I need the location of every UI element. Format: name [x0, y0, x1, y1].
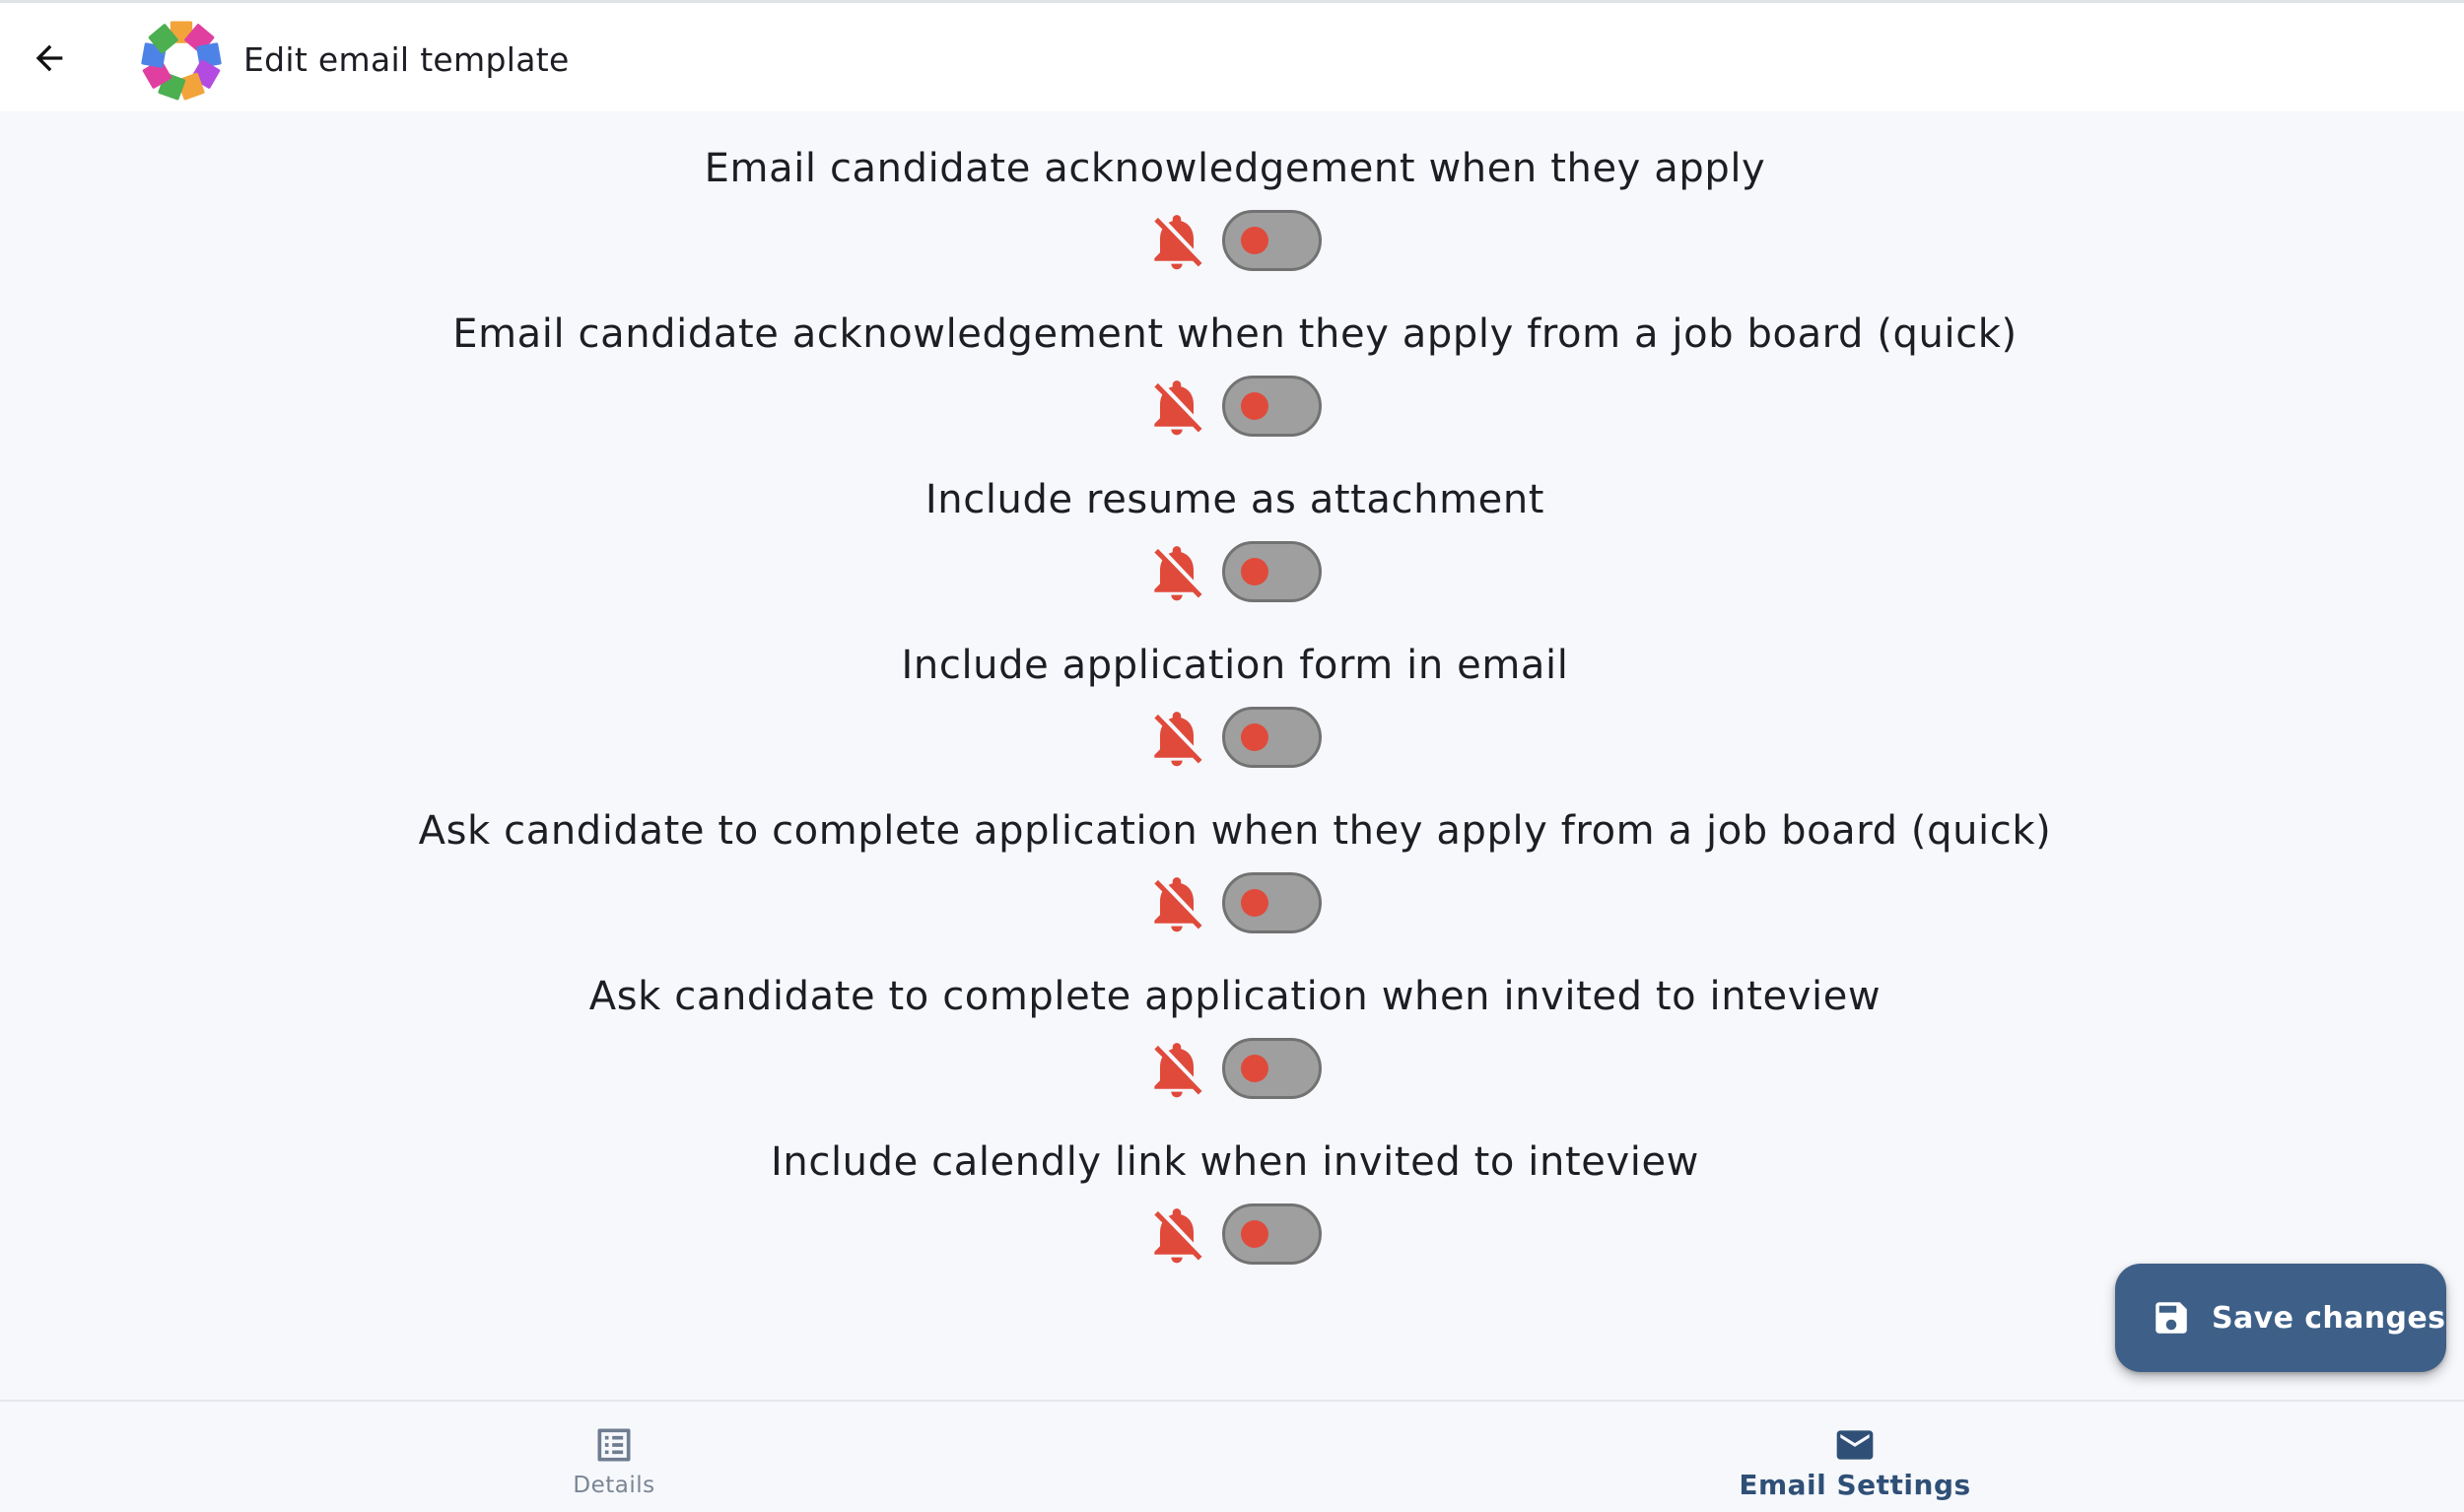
toggle-knob [1241, 723, 1268, 751]
toggle-knob [1241, 1055, 1268, 1082]
setting-controls [1143, 1036, 1331, 1105]
notification-toggle[interactable] [1222, 541, 1322, 602]
setting-controls [1143, 539, 1331, 608]
bell-off-icon [1143, 208, 1210, 275]
bell-off-icon [1143, 539, 1210, 606]
nav-item-details[interactable] [417, 1402, 811, 1512]
notification-toggle[interactable] [1222, 1203, 1322, 1265]
toggle-knob [1241, 227, 1268, 254]
setting-label: Email candidate acknowledgement when they apply from a job board (quick) [452, 311, 2018, 357]
bell-off-icon [1143, 870, 1210, 937]
setting-row [0, 111, 2464, 277]
back-button[interactable] [22, 31, 77, 86]
setting-row [0, 939, 2464, 1105]
list-icon [592, 1423, 636, 1467]
setting-row [0, 1105, 2464, 1271]
bell-off-icon [1143, 374, 1210, 441]
arrow-left-icon [30, 38, 69, 78]
save-changes-button[interactable] [2115, 1264, 2446, 1372]
notification-toggle[interactable] [1222, 707, 1322, 768]
setting-label: Ask candidate to complete application when invited to inteview [588, 974, 1882, 1019]
toggle-knob [1241, 1220, 1268, 1248]
nav-label-email-settings: Email Settings [1739, 1469, 1971, 1501]
setting-controls [1143, 208, 1331, 277]
toggle-knob [1241, 558, 1268, 585]
setting-row [0, 774, 2464, 939]
setting-controls [1143, 705, 1331, 774]
save-icon [2151, 1297, 2192, 1339]
toggle-knob [1241, 392, 1268, 420]
setting-row [0, 608, 2464, 774]
setting-controls [1143, 870, 1331, 939]
nav-item-email-settings[interactable] [1658, 1402, 2052, 1512]
setting-row [0, 443, 2464, 608]
setting-label: Email candidate acknowledgement when they apply [704, 146, 1766, 191]
page-title: Edit email template [243, 40, 570, 79]
flower-logo-icon [139, 18, 224, 103]
setting-controls [1143, 1202, 1331, 1271]
notification-toggle[interactable] [1222, 1038, 1322, 1099]
bell-off-icon [1143, 1202, 1210, 1269]
toggle-knob [1241, 889, 1268, 917]
bottom-navigation [0, 1400, 2464, 1512]
bell-off-icon [1143, 705, 1210, 772]
setting-label: Ask candidate to complete application when they apply from a job board (quick) [418, 808, 2052, 854]
nav-label-details: Details [573, 1473, 655, 1498]
notification-toggle[interactable] [1222, 210, 1322, 271]
top-app-bar [0, 0, 2464, 111]
mail-icon [1833, 1423, 1877, 1467]
notification-toggle[interactable] [1222, 376, 1322, 437]
setting-row [0, 277, 2464, 443]
setting-label: Include calendly link when invited to inteview [771, 1139, 1699, 1185]
setting-label: Include application form in email [901, 643, 1569, 688]
bell-off-icon [1143, 1036, 1210, 1103]
setting-label: Include resume as attachment [924, 477, 1545, 522]
save-changes-label: Save changes [2212, 1300, 2446, 1336]
notification-toggle[interactable] [1222, 872, 1322, 933]
setting-controls [1143, 374, 1331, 443]
